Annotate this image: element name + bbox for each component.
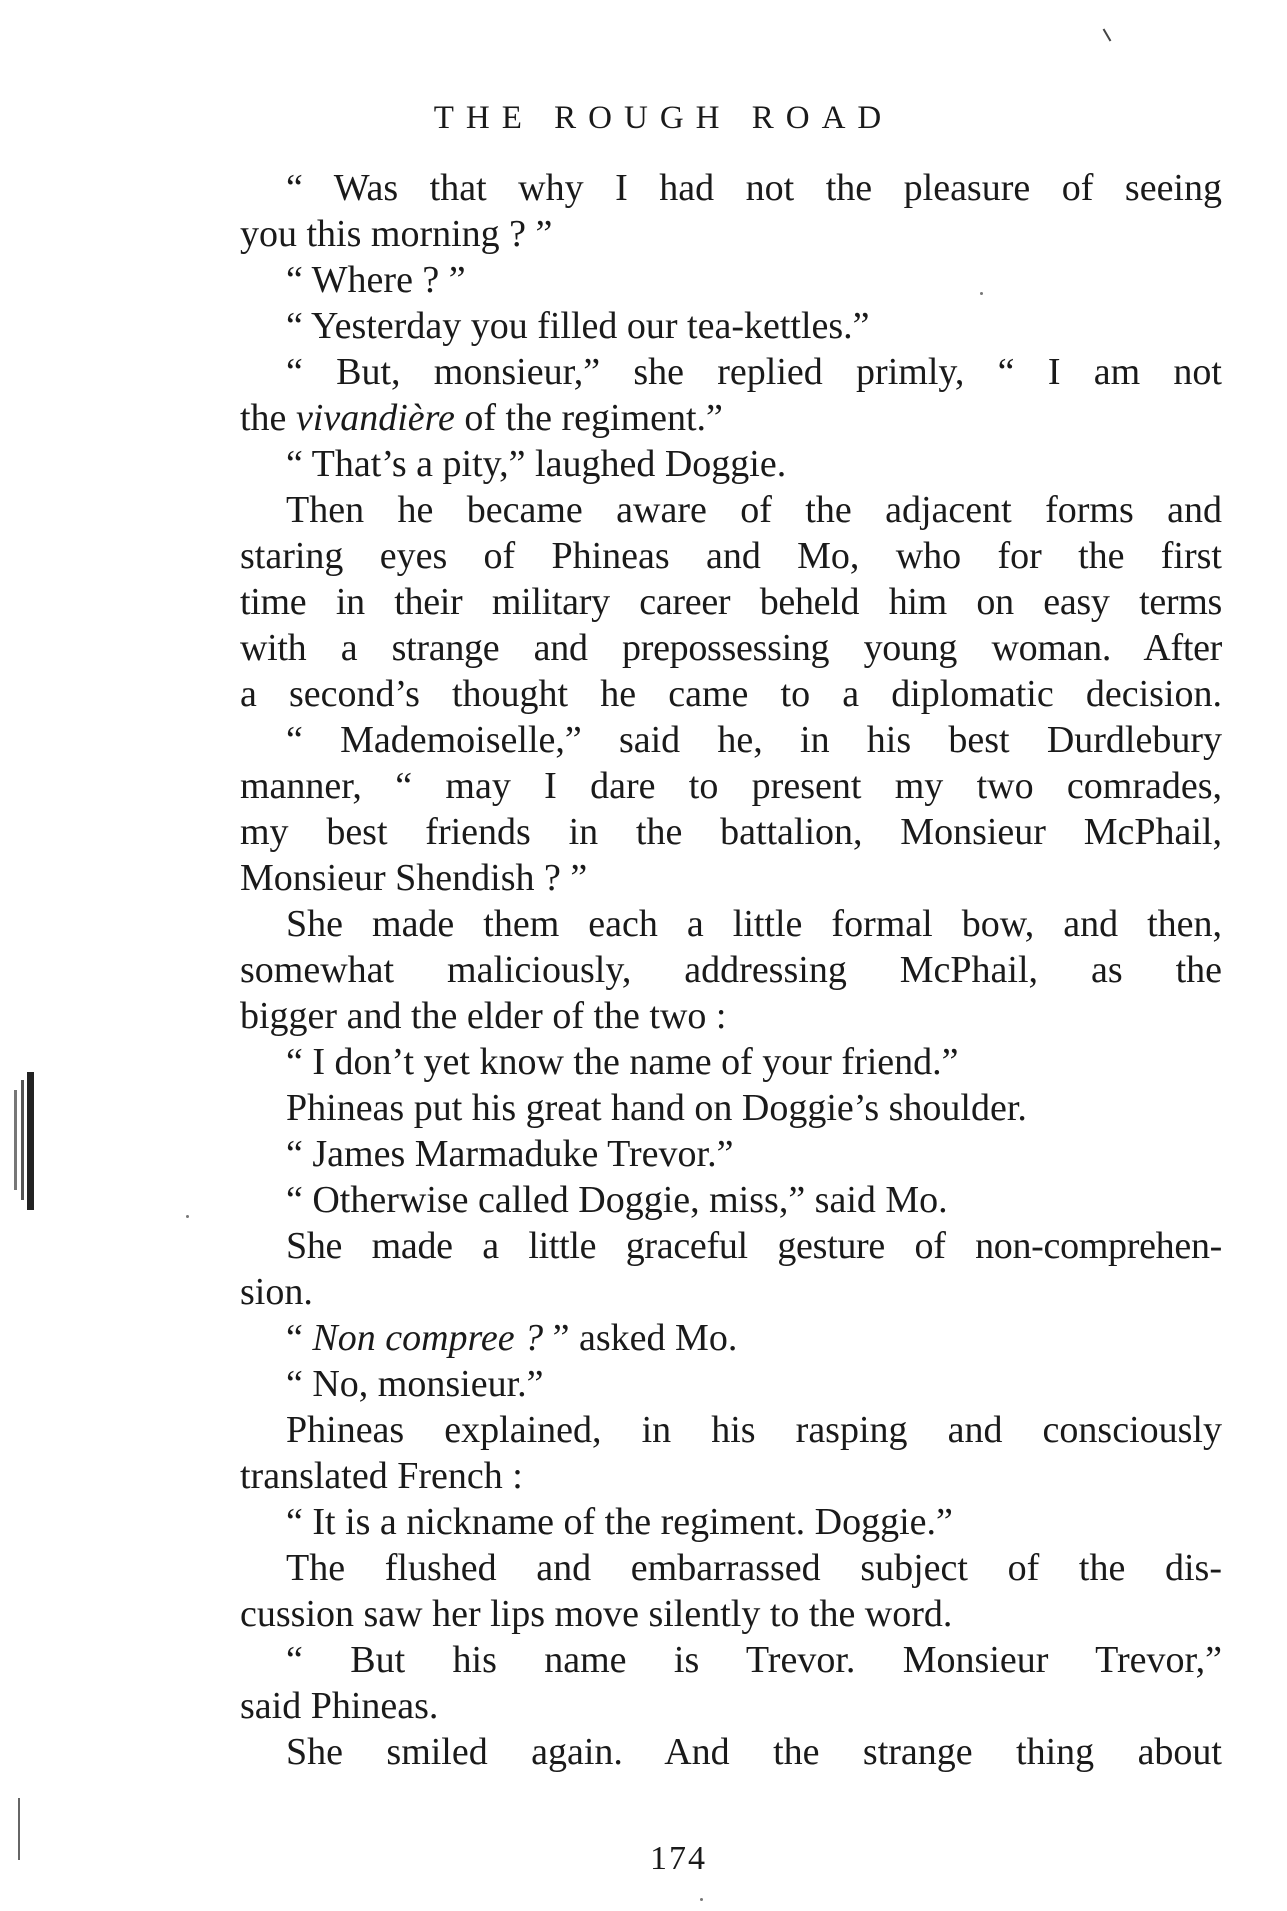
text-line: somewhat maliciously, addressing McPhail, as the (240, 949, 1222, 991)
text-line: translated French : (240, 1455, 523, 1497)
text-line: “ Where ? ” (286, 259, 466, 301)
text-line: She smiled again. And the strange thing about (286, 1731, 1222, 1773)
scan-speck (700, 1898, 703, 1901)
text-line: Monsieur Shendish ? ” (240, 857, 588, 899)
text-line: “ Otherwise called Doggie, miss,” said Mo. (286, 1179, 948, 1221)
stray-mark (1103, 28, 1112, 41)
text-line: The flushed and embarrassed subject of the dis- (286, 1547, 1222, 1589)
scan-margin-mark (14, 1090, 17, 1190)
text-line: cussion saw her lips move silently to the word. (240, 1593, 953, 1635)
text-line: Phineas explained, in his rasping and consciously (286, 1409, 1222, 1451)
text-line: the vivandière of the regiment.” (240, 397, 723, 439)
text-line: Phineas put his great hand on Doggie’s shoulder. (286, 1087, 1027, 1129)
text-line: “ But, monsieur,” she replied primly, “ I am not (286, 351, 1222, 393)
scan-margin-mark (18, 1798, 20, 1860)
text-line: “ Mademoiselle,” said he, in his best Durdlebury (286, 719, 1222, 761)
text-line: “ That’s a pity,” laughed Doggie. (286, 443, 787, 485)
text-line: sion. (240, 1271, 313, 1313)
text-line: a second’s thought he came to a diplomatic decision. (240, 673, 1222, 715)
body-text (240, 165, 1222, 1775)
text-line: She made a little graceful gesture of non-comprehen- (286, 1225, 1222, 1267)
scan-margin-mark (27, 1072, 34, 1210)
scan-margin-mark (21, 1080, 24, 1200)
text-line: my best friends in the battalion, Monsieur McPhail, (240, 811, 1222, 853)
running-head: THE ROUGH ROAD (433, 100, 894, 136)
page-number: 174 (650, 1840, 707, 1877)
italic-phrase: Non compree ? (312, 1317, 544, 1359)
text-line: She made them each a little formal bow, and then, (286, 903, 1222, 945)
text-line: you this morning ? ” (240, 213, 553, 255)
text-line: with a strange and prepossessing young woman. After (240, 627, 1222, 669)
text-line: manner, “ may I dare to present my two comrades, (240, 765, 1222, 807)
text-line: said Phineas. (240, 1685, 439, 1727)
text-line: “ I don’t yet know the name of your friend.” (286, 1041, 959, 1083)
text-line: “ Yesterday you filled our tea-kettles.” (286, 305, 870, 347)
text-line: “ No, monsieur.” (286, 1363, 544, 1405)
italic-phrase: vivandière (295, 397, 455, 439)
text-line: staring eyes of Phineas and Mo, who for the first (240, 535, 1222, 577)
scan-speck (186, 1215, 189, 1218)
text-line: “ It is a nickname of the regiment. Doggie.” (286, 1501, 953, 1543)
text-line: “ Was that why I had not the pleasure of seeing (286, 167, 1222, 209)
text-line: bigger and the elder of the two : (240, 995, 727, 1037)
text-line: “ Non compree ? ” asked Mo. (286, 1317, 738, 1359)
text-line: time in their military career beheld him on easy terms (240, 581, 1222, 623)
text-line: “ James Marmaduke Trevor.” (286, 1133, 734, 1175)
text-line: Then he became aware of the adjacent forms and (286, 489, 1222, 531)
scan-speck (980, 292, 983, 295)
text-line: “ But his name is Trevor. Monsieur Trevor,” (286, 1639, 1222, 1681)
